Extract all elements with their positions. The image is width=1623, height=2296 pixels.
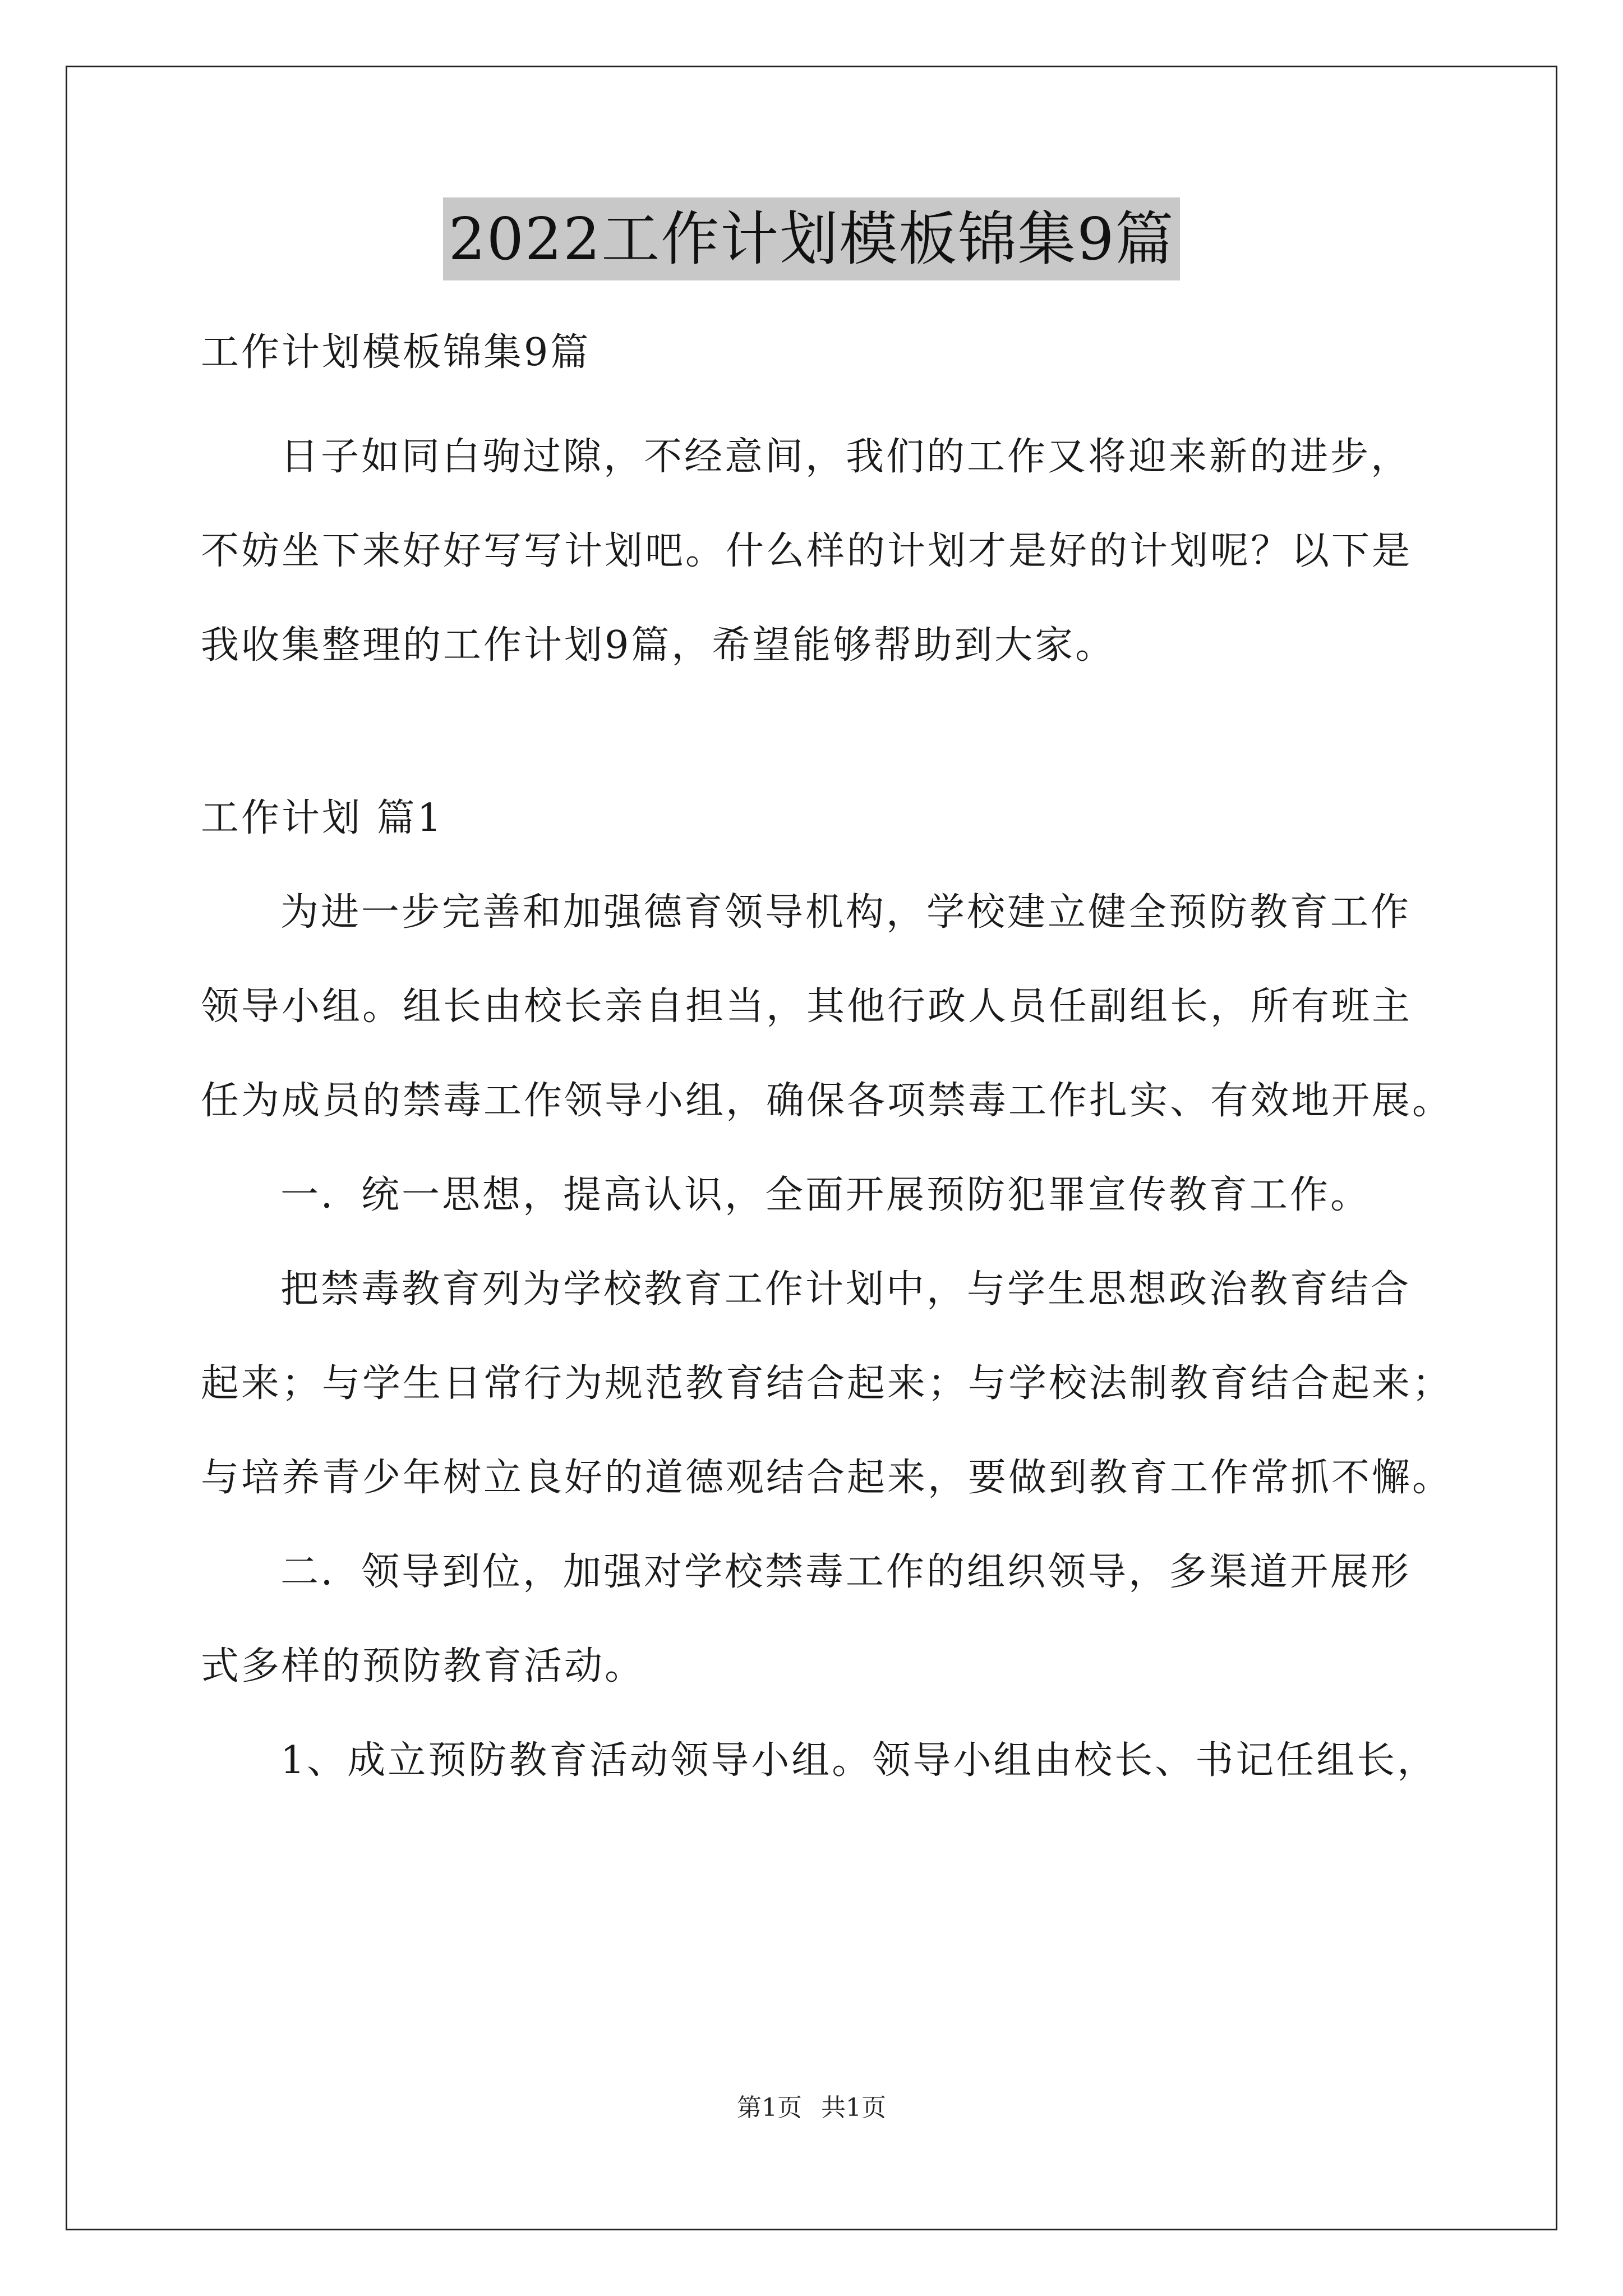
para2-line-2: 起来；与学生日常行为规范教育结合起来；与学校法制教育结合起来； <box>201 1361 1453 1406</box>
spacer <box>201 693 1429 771</box>
para1-line-3: 任为成员的禁毒工作领导小组，确保各项禁毒工作扎实、有效地开展。 <box>201 1079 1453 1123</box>
page-number: 第1页 <box>737 2093 802 2122</box>
document-subtitle: 工作计划模板锦集9篇 <box>201 330 591 375</box>
intro-line-2: 不妨坐下来好好写写计划吧。什么样的计划才是好的计划呢？以下是 <box>201 529 1413 573</box>
para2-line-1: 把禁毒教育列为学校教育工作计划中，与学生思想政治教育结合 <box>280 1267 1412 1312</box>
document-title: 2022工作计划模板锦集9篇 <box>443 197 1181 280</box>
page-footer <box>0 2091 1623 2125</box>
point1-line: 一．统一思想，提高认识，全面开展预防犯罪宣传教育工作。 <box>280 1173 1371 1217</box>
spacer <box>201 400 1429 410</box>
page-total: 共1页 <box>821 2093 886 2122</box>
section-heading: 工作计划 篇1 <box>201 796 444 840</box>
point2-line-1: 二．领导到位，加强对学校禁毒工作的组织领导，多渠道开展形 <box>280 1550 1412 1594</box>
para1-line-2: 领导小组。组长由校长亲自担当，其他行政人员任副组长，所有班主 <box>201 984 1413 1029</box>
document-body <box>201 306 1453 1808</box>
intro-line-1: 日子如同白驹过隙，不经意间，我们的工作又将迎来新的进步， <box>280 435 1412 479</box>
para2-line-3: 与培养青少年树立良好的道德观结合起来，要做到教育工作常抓不懈。 <box>201 1456 1453 1500</box>
item1-line: 1、成立预防教育活动领导小组。领导小组由校长、书记任组长， <box>280 1738 1438 1783</box>
title-container <box>0 197 1623 280</box>
intro-line-3: 我收集整理的工作计划9篇，希望能够帮助到大家。 <box>201 623 1116 668</box>
para1-line-1: 为进一步完善和加强德育领导机构，学校建立健全预防教育工作 <box>280 890 1412 935</box>
point2-line-2: 式多样的预防教育活动。 <box>201 1644 645 1688</box>
